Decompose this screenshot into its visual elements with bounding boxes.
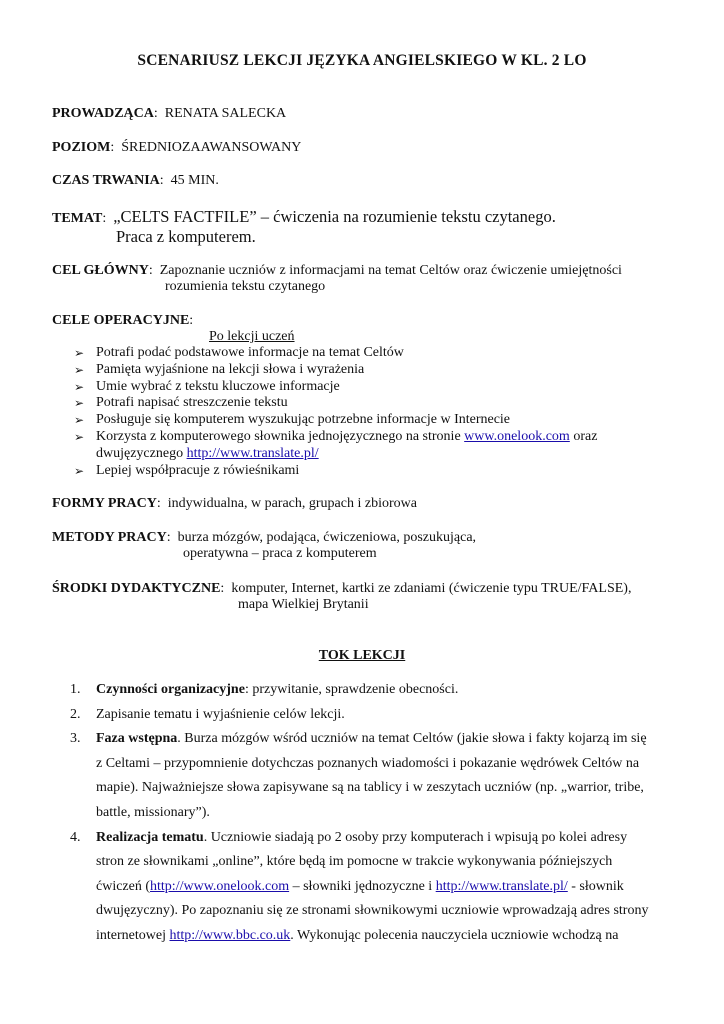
arrow-bullet-icon: ➢ xyxy=(74,362,85,377)
list-item: ➢ Lepiej współpracuje z rówieśnikami xyxy=(74,462,300,478)
srodki-line1: komputer, Internet, kartki ze zdaniami (ćwiczenie typu TRUE/FALSE), xyxy=(231,581,632,596)
document-title: SCENARIUSZ LEKCJI JĘZYKA ANGIELSKIEGO W KL. 2 LO xyxy=(137,52,587,69)
poziom-label: POZIOM xyxy=(52,140,111,155)
field-metody: METODY PRACY: burza mózgów, podająca, ćwiczeniowa, poszukująca, xyxy=(52,530,477,545)
temat-line2: Praca z komputerem. xyxy=(116,227,256,246)
czas-label: CZAS TRWANIA xyxy=(52,173,160,188)
cel-glowny-line2: rozumienia tekstu czytanego xyxy=(165,279,326,294)
cele-list xyxy=(74,345,674,479)
list-item: ➢ Umie wybrać z tekstu kluczowe informacje xyxy=(74,378,340,394)
arrow-bullet-icon: ➢ xyxy=(74,396,85,411)
bbc-link[interactable]: http://www.bbc.co.uk xyxy=(169,927,291,943)
field-poziom: POZIOM: ŚREDNIOZAAWANSOWANY xyxy=(52,140,302,155)
srodki-label: ŚRODKI DYDAKTYCZNE xyxy=(52,581,221,596)
tok-lekcji-heading: TOK LEKCJI xyxy=(318,648,406,663)
field-srodki: ŚRODKI DYDAKTYCZNE: komputer, Internet, kartki ze zdaniami (ćwiczenie typu TRUE/FALSE), xyxy=(52,581,632,596)
list-item: 2. Zapisanie tematu i wyjaśnienie celów lekcji. xyxy=(70,706,345,722)
arrow-bullet-icon: ➢ xyxy=(74,413,85,428)
list-item: 1. Czynności organizacyjne: przywitanie, sprawdzenie obecności. xyxy=(70,682,459,697)
onelook-link[interactable]: http://www.onelook.com xyxy=(150,878,290,894)
list-item: 3. Faza wstępna. Burza mózgów wśród uczniów na temat Celtów (jakie słowa i fakty kojarzą im się z Celtami – przypomnienie dotychczas poznanych wiadomości i pokazanie wędrówek Celtów na mapie). Najważniejsze słowa zapisywane są na tablicy i w zeszytach uczniów (np. „warrior, tribe, battle, missionary”). xyxy=(70,731,647,820)
czas-value: 45 MIN. xyxy=(170,173,219,188)
metody-label: METODY PRACY xyxy=(52,530,167,545)
arrow-bullet-icon: ➢ xyxy=(74,463,85,478)
temat-label: TEMAT xyxy=(52,211,103,226)
field-prowadzaca: PROWADZĄCA: RENATA SALECKA xyxy=(52,106,287,121)
list-item: ➢ Potrafi napisać streszczenie tekstu xyxy=(74,395,288,411)
arrow-bullet-icon: ➢ xyxy=(74,379,85,394)
prowadzaca-label: PROWADZĄCA xyxy=(52,106,154,121)
formy-label: FORMY PRACY xyxy=(52,496,157,511)
list-item: ➢ Potrafi podać podstawowe informacje na temat Celtów xyxy=(74,345,404,360)
field-czas: CZAS TRWANIA: 45 MIN. xyxy=(52,173,219,188)
field-cele-operacyjne: CELE OPERACYJNE: xyxy=(52,313,194,328)
metody-line1: burza mózgów, podająca, ćwiczeniowa, poszukująca, xyxy=(177,530,477,545)
formy-value: indywidualna, w parach, grupach i zbiorowa xyxy=(167,496,417,511)
cel-glowny-label: CEL GŁÓWNY xyxy=(52,263,149,278)
temat-line1: „CELTS FACTFILE” – ćwiczenia na rozumienie tekstu czytanego. xyxy=(113,207,556,226)
field-cel-glowny: CEL GŁÓWNY: Zapoznanie uczniów z informacjami na temat Celtów oraz ćwiczenie umiejętności xyxy=(52,263,622,278)
srodki-line2: mapa Wielkiej Brytanii xyxy=(238,597,369,612)
cele-operacyjne-label: CELE OPERACYJNE xyxy=(52,313,190,328)
metody-line2: operatywna – praca z komputerem xyxy=(183,546,377,561)
arrow-bullet-icon: ➢ xyxy=(74,429,85,444)
translate-link[interactable]: http://www.translate.pl/ xyxy=(186,445,319,461)
onelook-link[interactable]: www.onelook.com xyxy=(464,428,570,444)
field-temat: TEMAT: „CELTS FACTFILE” – ćwiczenia na rozumienie tekstu czytanego. xyxy=(52,207,556,226)
list-item: ➢ Posługuje się komputerem wyszukując potrzebne informacje w Internecie xyxy=(74,412,511,428)
list-item: ➢ Korzysta z komputerowego słownika jednojęzycznego na stronie www.onelook.com oraz dwujęzycznego http://www.translate.pl/ xyxy=(74,428,598,461)
list-item: ➢ Pamięta wyjaśnione na lekcji słowa i wyrażenia xyxy=(74,361,365,377)
translate-link[interactable]: http://www.translate.pl/ xyxy=(435,878,568,894)
arrow-bullet-icon: ➢ xyxy=(74,346,85,360)
cel-glowny-line1: Zapoznanie uczniów z informacjami na temat Celtów oraz ćwiczenie umiejętności xyxy=(159,263,622,278)
list-item: 4. Realizacja tematu. Uczniowie siadają po 2 osoby przy komputerach i wpisują po kolei adresy stron ze słownikami „online”, które będą im pomocne w trakcie wykonywania późniejszych ćwiczeń (http://www.onelook.com – słowniki jędnozyczne i http://www.translate.pl/ - słownik dwujęzyczny). Po zapoznaniu się ze stronami słownikowymi uczniowie wprowadzają adres strony internetowej http://www.bbc.co.uk. Wykonując polecenia nauczyciela uczniowie wchodzą na xyxy=(70,829,649,943)
poziom-value: ŚREDNIOZAAWANSOWANY xyxy=(121,140,302,155)
cele-subheading: Po lekcji uczeń xyxy=(209,329,295,344)
prowadzaca-value: RENATA SALECKA xyxy=(164,106,287,121)
lesson-steps xyxy=(70,678,680,949)
field-formy: FORMY PRACY: indywidualna, w parach, grupach i zbiorowa xyxy=(52,496,417,511)
